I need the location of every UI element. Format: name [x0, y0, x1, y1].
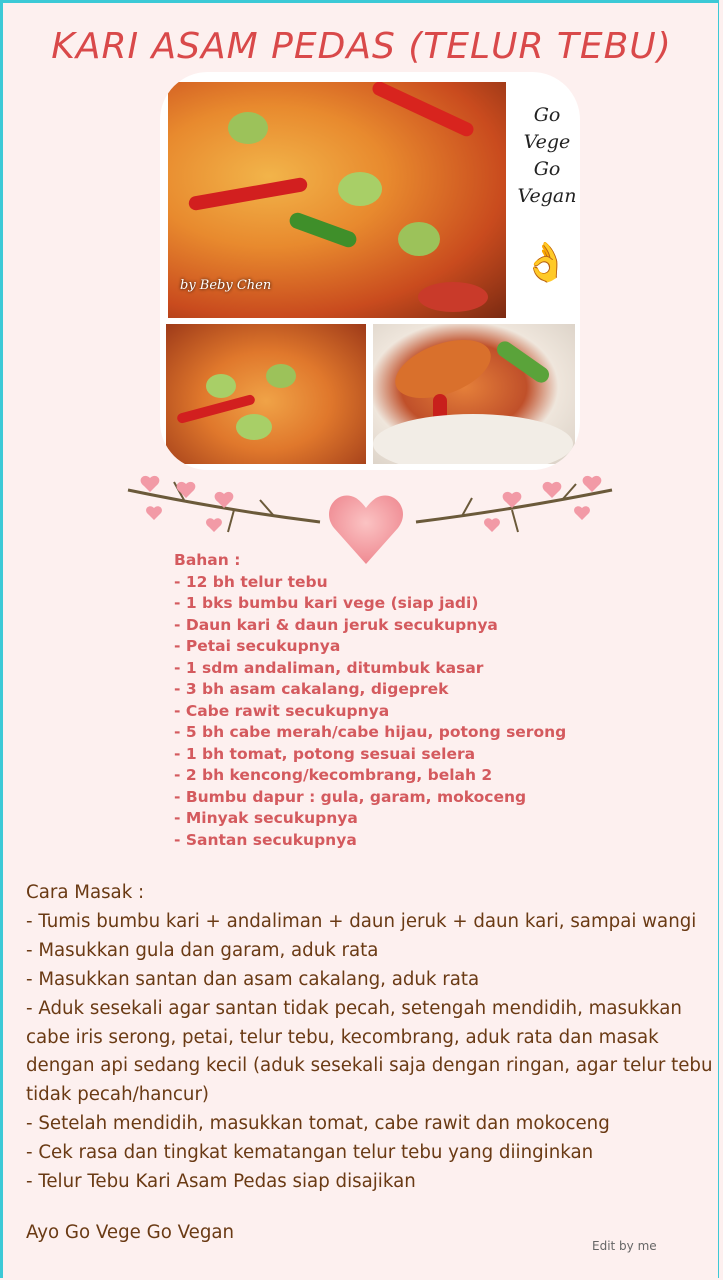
ingredient-item: - 3 bh asam cakalang, digeprek: [174, 680, 449, 698]
cooking-steps-heading: Cara Masak :: [26, 882, 145, 903]
ingredient-item: - Petai secukupnya: [174, 637, 341, 655]
right-branch-decoration: [412, 470, 617, 540]
ingredient-item: - Bumbu dapur : gula, garam, mokoceng: [174, 787, 527, 806]
page-title: KARI ASAM PEDAS (TELUR TEBU): [51, 26, 672, 67]
left-branch-decoration: [124, 470, 324, 540]
ingredient-item: - 1 bh tomat, potong sesuai selera: [174, 744, 476, 763]
cooking-step: - Setelah mendidih, masukkan tomat, cabe rawit dan mokoceng: [26, 1113, 610, 1135]
cooking-step: - Aduk sesekali agar santan tidak pecah, setengah mendidih, masukkan cabe iris serong, petai, telur tebu, kecombrang, aduk rata dan masak dengan api sedang kecil (aduk sesekali saja dengan ringan, agar telur tebu tidak pecah/hancur): [26, 997, 713, 1106]
cooking-step: - Masukkan gula dan garam, aduk rata: [26, 939, 379, 961]
photo-credit: by Beby Chen: [180, 278, 272, 293]
cooking-step: - Telur Tebu Kari Asam Pedas siap disajikan: [26, 1171, 416, 1193]
main-dish-photo: [168, 82, 506, 318]
ingredient-item: - 2 bh kencong/kecombrang, belah 2: [174, 766, 493, 784]
ingredients-heading: Bahan :: [174, 551, 241, 569]
ingredient-item: - Santan secukupnya: [174, 830, 357, 849]
dish-on-rice-photo: [373, 324, 575, 464]
slogan-text: Go Vege Go Vegan: [517, 104, 577, 207]
dish-photo-closeup: [166, 324, 366, 464]
ingredient-item: - Cabe rawit secukupnya: [174, 701, 390, 720]
cooking-steps-section: [26, 879, 716, 1197]
ok-hand-icon: 👌: [522, 240, 570, 284]
ingredient-item: - 5 bh cabe merah/cabe hijau, potong serong: [174, 723, 567, 741]
cooking-step: - Masukkan santan dan asam cakalang, aduk rata: [26, 968, 480, 990]
ingredient-item: - Minyak secukupnya: [174, 809, 358, 827]
ingredient-item: - Daun kari & daun jeruk secukupnya: [174, 615, 498, 634]
closing-text: Ayo Go Vege Go Vegan: [26, 1222, 235, 1243]
cooking-step: - Cek rasa dan tingkat kematangan telur tebu yang diinginkan: [26, 1142, 594, 1164]
ingredient-item: - 12 bh telur tebu: [174, 572, 328, 591]
cooking-step: - Tumis bumbu kari + andaliman + daun jeruk + daun kari, sampai wangi: [26, 910, 697, 932]
ingredient-item: - 1 sdm andaliman, ditumbuk kasar: [174, 658, 484, 677]
photo-collage: [160, 72, 580, 470]
edit-note: Edit by me: [592, 1239, 657, 1253]
ingredients-section: [174, 550, 566, 851]
ingredient-item: - 1 bks bumbu kari vege (siap jadi): [174, 594, 479, 612]
